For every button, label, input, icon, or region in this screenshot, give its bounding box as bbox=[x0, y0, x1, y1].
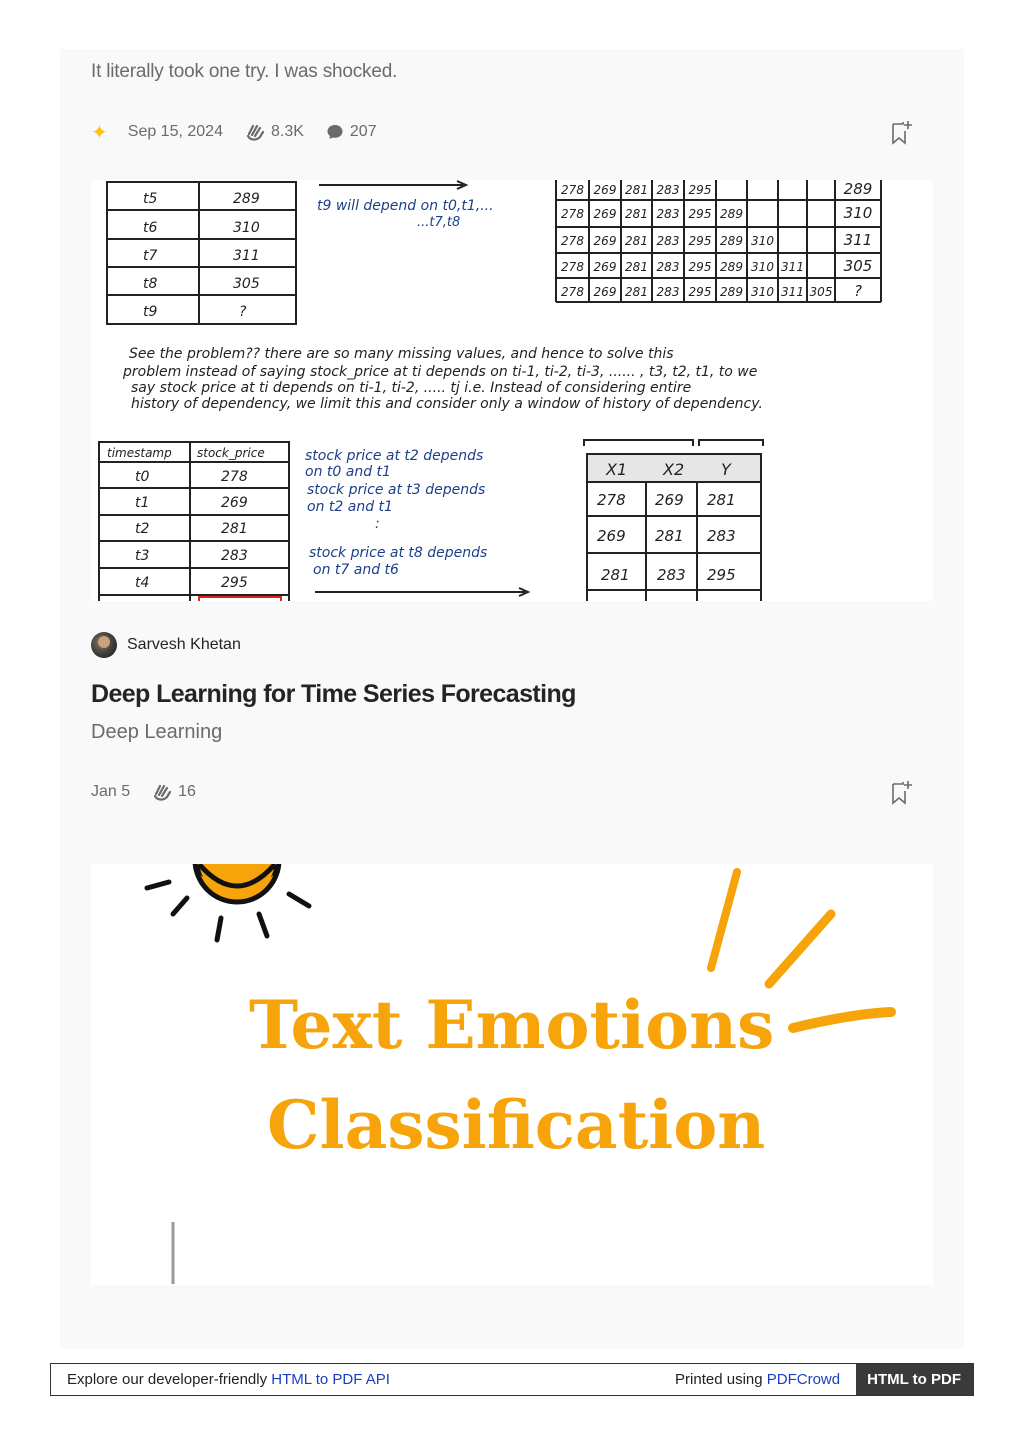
bottom-table-v: 269 bbox=[221, 495, 248, 511]
top-table-t: t6 bbox=[143, 220, 158, 236]
article-title[interactable]: Deep Learning for Time Series Forecasting bbox=[91, 680, 576, 708]
grid-cell: 269 bbox=[593, 260, 617, 274]
publish-date: Jan 5 bbox=[91, 783, 131, 800]
grid-cell: 295 bbox=[688, 285, 712, 299]
top-table-v: 311 bbox=[233, 248, 260, 264]
article-subtitle: It literally took one try. I was shocked. bbox=[91, 61, 398, 82]
article-thumbnail-emotions[interactable] bbox=[91, 864, 933, 1285]
xy-cell: 295 bbox=[707, 566, 736, 584]
note-top2: ...t7,t8 bbox=[417, 215, 461, 230]
bottom-table-t: t3 bbox=[135, 548, 150, 564]
top-table-v: 289 bbox=[233, 191, 260, 207]
grid-cell: 310 bbox=[843, 204, 873, 222]
bottom-table-v: 281 bbox=[221, 521, 248, 537]
xy-header: X2 bbox=[663, 460, 685, 479]
top-table-t: t9 bbox=[143, 304, 158, 320]
bookmark-add-icon[interactable] bbox=[890, 119, 914, 145]
claps-count[interactable]: 16 bbox=[152, 782, 196, 802]
html-to-pdf-badge[interactable]: HTML to PDF bbox=[856, 1364, 973, 1395]
grid-cell: 289 bbox=[720, 207, 743, 221]
top-table-v: 305 bbox=[233, 276, 260, 292]
grid-cell: 269 bbox=[593, 207, 617, 221]
grid-cell: 289 bbox=[843, 180, 873, 198]
bottom-table-t: t1 bbox=[135, 495, 150, 511]
dependency-grid bbox=[556, 180, 881, 302]
clap-icon bbox=[152, 782, 172, 802]
grid-cell: 269 bbox=[593, 234, 617, 248]
grid-cell: 310 bbox=[751, 234, 774, 248]
xy-header: Y bbox=[721, 460, 731, 479]
grid-cell: 295 bbox=[688, 183, 712, 197]
xy-header: X1 bbox=[606, 460, 628, 479]
avatar[interactable] bbox=[91, 632, 117, 658]
grid-cell: 283 bbox=[656, 260, 680, 274]
grid-cell: 278 bbox=[561, 207, 584, 221]
responses-count[interactable]: 207 bbox=[326, 123, 377, 141]
html-to-pdf-api-link[interactable]: HTML to PDF API bbox=[271, 1371, 390, 1388]
grid-cell: 311 bbox=[781, 285, 804, 299]
top-table-v: ? bbox=[239, 304, 247, 320]
grid-cell: 289 bbox=[720, 260, 743, 274]
xy-cell: 283 bbox=[707, 527, 736, 545]
handwritten-notes-image bbox=[91, 180, 933, 601]
bottom-table-v: 295 bbox=[221, 575, 248, 591]
grid-cell: 305 bbox=[809, 285, 833, 299]
top-table-v: 310 bbox=[233, 220, 260, 236]
grid-cell: 289 bbox=[720, 234, 743, 248]
bottom-table-header: timestamp bbox=[107, 446, 172, 460]
grid-cell: 269 bbox=[593, 285, 617, 299]
mid-note: on t2 and t1 bbox=[307, 499, 393, 515]
footer-printed: Printed using PDFCrowd bbox=[675, 1371, 841, 1388]
paragraph-line: say stock price at ti depends on ti-1, ti-2, ..... tj i.e. Instead of considering entire bbox=[131, 380, 692, 396]
paragraph-line: history of dependency, we limit this and consider only a window of history of dependency. bbox=[131, 396, 763, 412]
grid-cell: 283 bbox=[656, 234, 680, 248]
bottom-table-v: 283 bbox=[221, 548, 248, 564]
top-table-t: t8 bbox=[143, 276, 158, 292]
publish-date: Sep 15, 2024 bbox=[127, 123, 223, 140]
grid-cell: 295 bbox=[688, 260, 712, 274]
grid-cell: 283 bbox=[656, 183, 680, 197]
mid-note: : bbox=[375, 516, 380, 532]
xy-cell: 269 bbox=[597, 527, 626, 545]
footer-explore: Explore our developer-friendly HTML to PDF API bbox=[67, 1371, 390, 1388]
grid-cell: 278 bbox=[561, 285, 584, 299]
grid-cell: 281 bbox=[625, 285, 648, 299]
emotions-banner-image bbox=[91, 864, 933, 1285]
top-table-t: t5 bbox=[143, 191, 158, 207]
author-row[interactable] bbox=[91, 632, 241, 658]
xy-cell: 269 bbox=[655, 491, 684, 509]
article-thumbnail-notes[interactable] bbox=[91, 180, 933, 601]
bottom-table-t: t4 bbox=[135, 575, 150, 591]
member-star-icon: ✦ bbox=[91, 121, 108, 144]
top-table-t: t7 bbox=[143, 248, 158, 264]
grid-cell: 269 bbox=[593, 183, 617, 197]
claps-count[interactable]: 8.3K bbox=[245, 122, 304, 142]
article-meta bbox=[91, 780, 218, 804]
xy-cell: 281 bbox=[707, 491, 736, 509]
mid-note: stock price at t2 depends bbox=[305, 448, 484, 464]
bottom-table-header: stock_price bbox=[197, 446, 265, 460]
clap-icon bbox=[245, 122, 265, 142]
grid-cell: 295 bbox=[688, 207, 712, 221]
bottom-table-t: t0 bbox=[135, 469, 150, 485]
banner-line1: Text Emotions bbox=[249, 986, 775, 1064]
xy-cell: 281 bbox=[601, 566, 630, 584]
grid-cell: 289 bbox=[720, 285, 743, 299]
grid-cell: 281 bbox=[625, 183, 648, 197]
bookmark-add-icon[interactable] bbox=[890, 779, 914, 805]
grid-cell: 310 bbox=[751, 260, 774, 274]
mid-note: on t0 and t1 bbox=[305, 464, 391, 480]
xy-cell: 283 bbox=[657, 566, 686, 584]
xy-cell: 281 bbox=[655, 527, 684, 545]
grid-cell: ? bbox=[854, 282, 862, 300]
mid-note: stock price at t8 depends bbox=[309, 545, 488, 561]
response-bubble-icon bbox=[326, 123, 344, 141]
bottom-table-v: 278 bbox=[221, 469, 248, 485]
grid-cell: 278 bbox=[561, 183, 584, 197]
paragraph-line: problem instead of saying stock_price at ti depends on ti-1, ti-2, ti-3, ...... , t3, t2, t1, to we bbox=[123, 364, 758, 380]
grid-cell: 283 bbox=[656, 285, 680, 299]
pdfcrowd-footer bbox=[50, 1363, 974, 1396]
grid-cell: 295 bbox=[688, 234, 712, 248]
mid-note: stock price at t3 depends bbox=[307, 482, 486, 498]
mid-note: on t7 and t6 bbox=[313, 562, 399, 578]
xy-cell: 278 bbox=[597, 491, 626, 509]
bottom-table-t: t2 bbox=[135, 521, 150, 537]
grid-cell: 311 bbox=[781, 260, 804, 274]
grid-cell: 310 bbox=[751, 285, 774, 299]
grid-cell: 281 bbox=[625, 234, 648, 248]
paragraph-line: See the problem?? there are so many missing values, and hence to solve this bbox=[129, 346, 674, 362]
article-meta bbox=[91, 120, 399, 144]
grid-cell: 311 bbox=[843, 231, 873, 249]
grid-cell: 305 bbox=[843, 257, 873, 275]
pdfcrowd-link[interactable]: PDFCrowd bbox=[766, 1371, 841, 1388]
grid-cell: 281 bbox=[625, 260, 648, 274]
article-subtitle[interactable]: Deep Learning bbox=[91, 721, 223, 743]
grid-cell: 281 bbox=[625, 207, 648, 221]
grid-cell: 283 bbox=[656, 207, 680, 221]
grid-cell: 278 bbox=[561, 260, 584, 274]
author-name[interactable]: Sarvesh Khetan bbox=[127, 636, 241, 653]
note-top: t9 will depend on t0,t1,... bbox=[317, 198, 494, 214]
banner-line2: Classification bbox=[267, 1086, 766, 1164]
grid-cell: 278 bbox=[561, 234, 584, 248]
